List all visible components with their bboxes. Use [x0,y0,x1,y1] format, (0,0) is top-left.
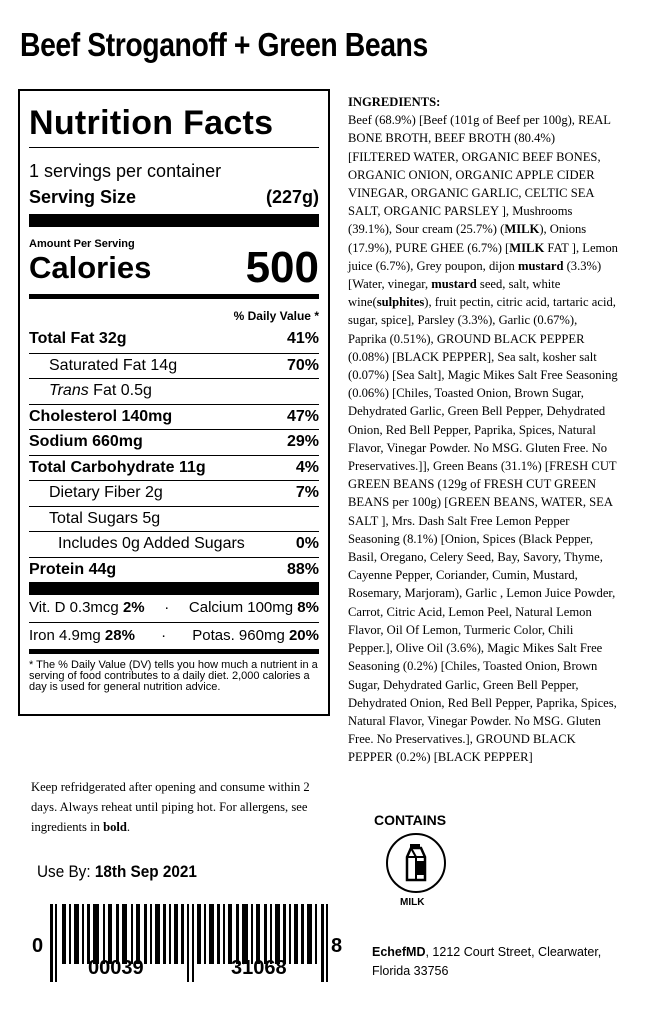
barcode-bar [197,904,201,964]
barcode-bar [283,904,286,964]
barcode-bar [136,904,140,964]
divider-thick [29,582,319,595]
barcode-bar [223,904,225,964]
use-by-label: Use By: [37,862,91,881]
ingredients-heading: INGREDIENTS: [348,95,441,109]
separator-dot: · [161,627,167,644]
nutrient-label: Sodium 660mg [29,433,143,450]
nutrient-daily-value: 41% [286,330,319,347]
nutrient-daily-value: 0% [295,535,319,552]
vitamin-left [29,595,145,622]
vitamin-right-label: Potas. 960mg [192,627,285,644]
nutrient-row [29,353,319,379]
nutrient-row [29,506,319,532]
barcode-bar [204,904,206,964]
barcode-bar [69,904,71,964]
amount-per-serving: Amount Per Serving [29,238,135,250]
barcode-bar [192,904,194,982]
barcode-bar [217,904,220,964]
nutrition-facts-panel [18,89,330,716]
calories-value: 500 [245,243,319,292]
storage-end: . [126,820,131,834]
vitamin-left-dv: 2% [122,599,145,616]
barcode-bar [321,904,324,982]
allergen-bold-text: MILK [504,222,540,237]
nutrient-label: Total Carbohydrate 11g [29,458,206,476]
barcode-bar [163,904,166,964]
allergen-bold-text: sulphites [376,295,425,310]
serving-size-label: Serving Size [29,187,137,207]
vitamin-right-dv: 8% [297,599,319,616]
vitamin-left-label: Vit. D 0.3mcg [29,599,119,616]
barcode-bar [251,904,253,964]
vitamin-right [192,623,319,649]
daily-value-header: % Daily Value * [233,309,319,323]
storage-bold-word: bold [103,820,127,834]
barcode-bar [315,904,317,964]
nutrient-row [29,455,319,481]
ingredient-text: FAT ], Lemon juice (6.7%), Grey poupon, dijon [348,240,618,273]
nutrient-row [29,404,319,430]
ingredient-text: seed, salt, white wine( [348,277,561,310]
nutrient-row [29,531,319,557]
nutrient-daily-value: 29% [286,433,319,450]
vitamin-right [189,595,319,622]
barcode-bar [87,904,90,964]
daily-value-footnote: * The % Daily Value (DV) tells you how much a nutrient in a serving of food contributes to a daily diet. 2,000 calories a day is used for general nutrition advice. [29,659,318,693]
use-by-value: 18th Sep 2021 [94,862,197,881]
use-by-date [37,862,197,882]
barcode-bar [187,904,189,982]
vitamin-left-label: Iron 4.9mg [29,627,101,644]
nutrient-daily-value: 7% [295,484,319,501]
ingredients-text [348,111,618,766]
barcode-bar [275,904,280,964]
nutrient-label: Includes 0g Added Sugars [58,535,245,552]
divider [29,147,319,148]
milk-carton-icon [386,833,446,893]
nutrient-label: Saturated Fat 14g [49,356,178,374]
barcode-bar [144,904,147,964]
barcode-bar [181,904,184,964]
nutrient-daily-value: 47% [286,407,319,425]
barcode-right-digits: 31068 [231,957,287,979]
nutrient-label [29,379,152,404]
address-text: , 1212 Court Street, Clearwater, Florida 33756 [372,945,602,978]
allergen-milk-label: MILK [400,897,425,908]
nutrient-row [29,557,319,583]
barcode-bar [55,904,57,982]
barcode-bar [74,904,79,964]
barcode-bar [307,904,312,964]
nutrient-label: Protein 44g [29,560,117,578]
barcode-bar [264,904,267,964]
ingredient-text: ), fruit pectin, citric acid, tartaric acid, sugar, spice], Parsley (3.3%), Garlic (0.67%), Paprika (0.51%), GROUND BLACK PEPPER (0.08%) [BLACK PEPPER], Sea salt, kosher salt (0.07%) [Sea Salt], Magic Mikes Salt Free Seasoning (0.06%) [Chiles, Toasted Onion, Brown Sugar, Dehydrated Garlic, Green Bell Pepper, Dehydrated Onion, Red Bell Pepper, Paprika, Spices, Natural Flavor, Vinegar Powder. No MSG. Gluten Free. No Preservatives.]], Green Beans (31.1%) [FRESH CUT GREEN BEANS (129g of FRESH CUT GREEN BEANS per 100g) [GREEN BEANS, WATER, SEA SALT ], Mrs. Dash Salt Free Lemon Pepper Seasoning (8.1%) [Onion, Spices (Black Pepper, Basil, Oregano, Celery Seed, Bay, Savory, Thyme, Cayenne Pepper, Coriander, Cumin, Mustard, Rosemary, Marjoram), Garlic , Lemon Juice Powder, Carrot, Citric Acid, Lemon Peel, Natural Lemon Flavor, Oil Of Lemon, Turmeric Color, Chili Pepper.], Olive Oil (3.6%), Magic Mikes Salt Free Seasoning (0.2%) [Chiles, Toasted Onion, Brown Sugar, Dehydrated Garlic, Green Bell Pepper, Dehydrated Onion, Red Bell Pepper, Paprika, Spices, Natural Flavor, Vinegar Powder. No MSG. Gluten Free. No Preservatives.], GROUND BLACK PEPPER (0.2%) [BLACK PEPPER] [348,295,618,765]
barcode-bar [228,904,232,964]
vitamin-left [29,623,135,649]
nutrient-label: Dietary Fiber 2g [49,484,163,501]
vitamin-right-label: Calcium 100mg [188,599,294,616]
vitamin-row [29,622,319,649]
upc-barcode [30,904,348,982]
barcode-bar [294,904,298,964]
allergen-bold-text: mustard [431,277,477,292]
serving-size-row [29,186,319,208]
barcode-bar [301,904,304,964]
nutrient-label: Total Fat 32g [29,330,127,347]
vitamin-rows [29,595,319,649]
barcode-bar [270,904,272,964]
vitamin-left-dv: 28% [104,627,135,644]
barcode-bar [242,904,248,964]
nutrient-daily-value: 4% [295,458,319,476]
separator-dot: · [164,599,170,616]
barcode-bar [103,904,105,964]
ingredient-text: (3.3%) [Water, vinegar, [348,258,602,292]
ingredients-block [348,93,618,767]
barcode-bar [131,904,133,964]
nutrition-facts-header: Nutrition Facts [29,104,274,142]
barcode-bar [289,904,291,964]
allergen-bold-text: mustard [517,258,564,273]
divider-medium [29,294,319,299]
barcode-bar [93,904,99,964]
barcode-bar [155,904,160,964]
barcode-bar [116,904,119,964]
barcode-bar [62,904,66,964]
barcode-bar [150,904,152,964]
vitamin-row [29,595,319,622]
barcode-bar [326,904,328,982]
nutrient-label: Cholesterol 140mg [29,407,173,425]
barcode-bar [256,904,260,964]
nutrient-rows [29,327,319,582]
nutrient-label-rest: Fat 0.5g [88,382,152,399]
ingredient-text: ), Onions (17.9%), PURE GHEE (6.7%) [ [348,222,587,255]
allergen-bold-text: MILK [509,240,545,255]
nutrient-daily-value: 88% [286,560,319,578]
divider-thick [29,214,319,227]
barcode-bar [82,904,84,964]
barcode-left-digits: 00039 [88,957,144,979]
nutrient-label-italic: Trans [49,382,89,399]
barcode-lead-digit: 0 [32,935,44,957]
barcode-bar [169,904,171,964]
servings-per-container: 1 servings per container [29,161,222,181]
barcode-bar [108,904,112,964]
barcode-bar [50,904,53,982]
barcode-bar [209,904,214,964]
barcode-bar [174,904,178,964]
contains-label: CONTAINS [374,812,447,828]
manufacturer-address [372,943,602,981]
nutrient-daily-value: 70% [286,356,319,374]
ingredient-text: Beef (68.9%) [Beef (101g of Beef per 100g), REAL BONE BROTH, BEEF BROTH (80.4%) [FILTERED WATER, ORGANIC BEEF BONES, ORGANIC ONION, ORGANIC APPLE CIDER VINEGAR, ORGANIC GARLIC, CELTIC SEA SALT, ORGANIC PARSLEY ], Mushrooms (39.1%), Sour cream (25.7%) ( [348,113,611,237]
nutrient-label: Total Sugars 5g [49,509,161,527]
brand-name: EchefMD [372,945,426,959]
nutrient-row [29,480,319,506]
barcode-check-digit: 8 [331,935,343,957]
nutrient-row [29,378,319,404]
nutrient-row [29,327,319,353]
barcode-bar [122,904,127,964]
nutrient-row [29,429,319,455]
divider-medium [29,649,319,654]
serving-size-value: (227g) [265,187,319,207]
storage-text: Keep refridgerated after opening and consume within 2 days. Always reheat until piping hot. For allergens, see ingredients in [31,780,310,834]
storage-instructions [31,777,325,837]
product-title: Beef Stroganoff + Green Beans [20,26,428,63]
calories-label: Calories [29,250,152,285]
barcode-bar [236,904,239,964]
vitamin-right-dv: 20% [288,627,319,644]
